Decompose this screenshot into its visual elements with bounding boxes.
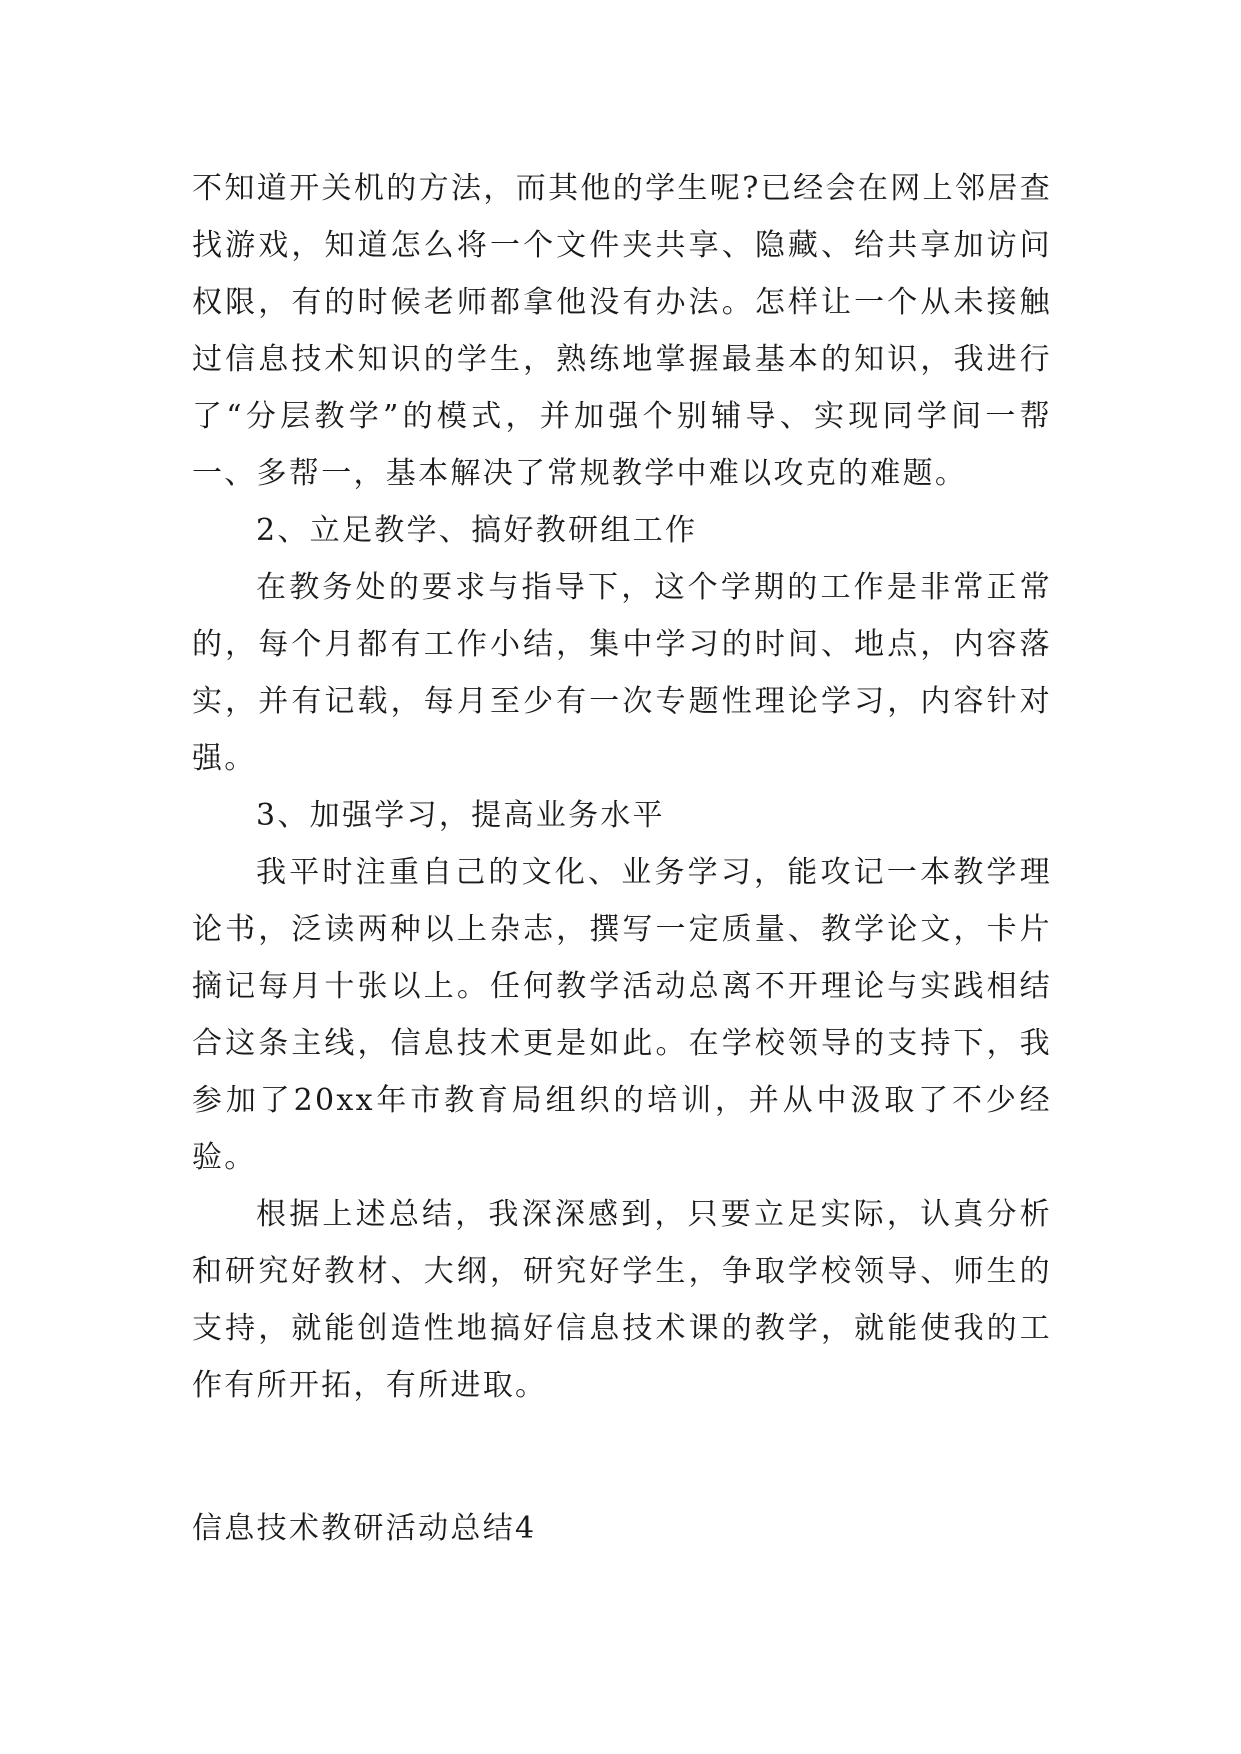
subheading-strengthen-learning: 3、加强学习，提高业务水平: [256, 798, 665, 833]
section-title: 信息技术教研活动总结4: [192, 1511, 537, 1546]
subheading-teaching-research-group: 2、立足教学、搞好教研组工作: [256, 513, 698, 548]
paragraph-continuation: 不知道开关机的方法，而其他的学生呢?已经会在网上邻居查找游戏，知道怎么将一个文件夹共享、隐藏、给共享加访问权限，有的时候老师都拿他没有办法。怎样让一个从未接触过信息技术知识的学生，熟练地掌握最基本的知识，我进行了“分层教学”的模式，并加强个别辅导、实现同学间一帮一、多帮一，基本解决了常规教学中难以攻克的难题。: [192, 171, 1052, 491]
paragraph-conclusion: 根据上述总结，我深深感到，只要立足实际，认真分析和研究好教材、大纲，研究好学生，争取学校领导、师生的支持，就能创造性地搞好信息技术课的教学，就能使我的工作有所开拓，有所进取。: [192, 1197, 1052, 1403]
paragraph-personal-study: 我平时注重自己的文化、业务学习，能攻记一本教学理论书，泛读两种以上杂志，撰写一定质量、教学论文，卡片摘记每月十张以上。任何教学活动总离不开理论与实践相结合这条主线，信息技术更是如此。在学校领导的支持下，我参加了20xx年市教育局组织的培训，并从中汲取了不少经验。: [192, 855, 1052, 1175]
paragraph-academic-affairs: 在教务处的要求与指导下，这个学期的工作是非常正常的，每个月都有工作小结，集中学习的时间、地点，内容落实，并有记载，每月至少有一次专题性理论学习，内容针对强。: [192, 570, 1052, 776]
document-body: [192, 160, 1052, 1414]
